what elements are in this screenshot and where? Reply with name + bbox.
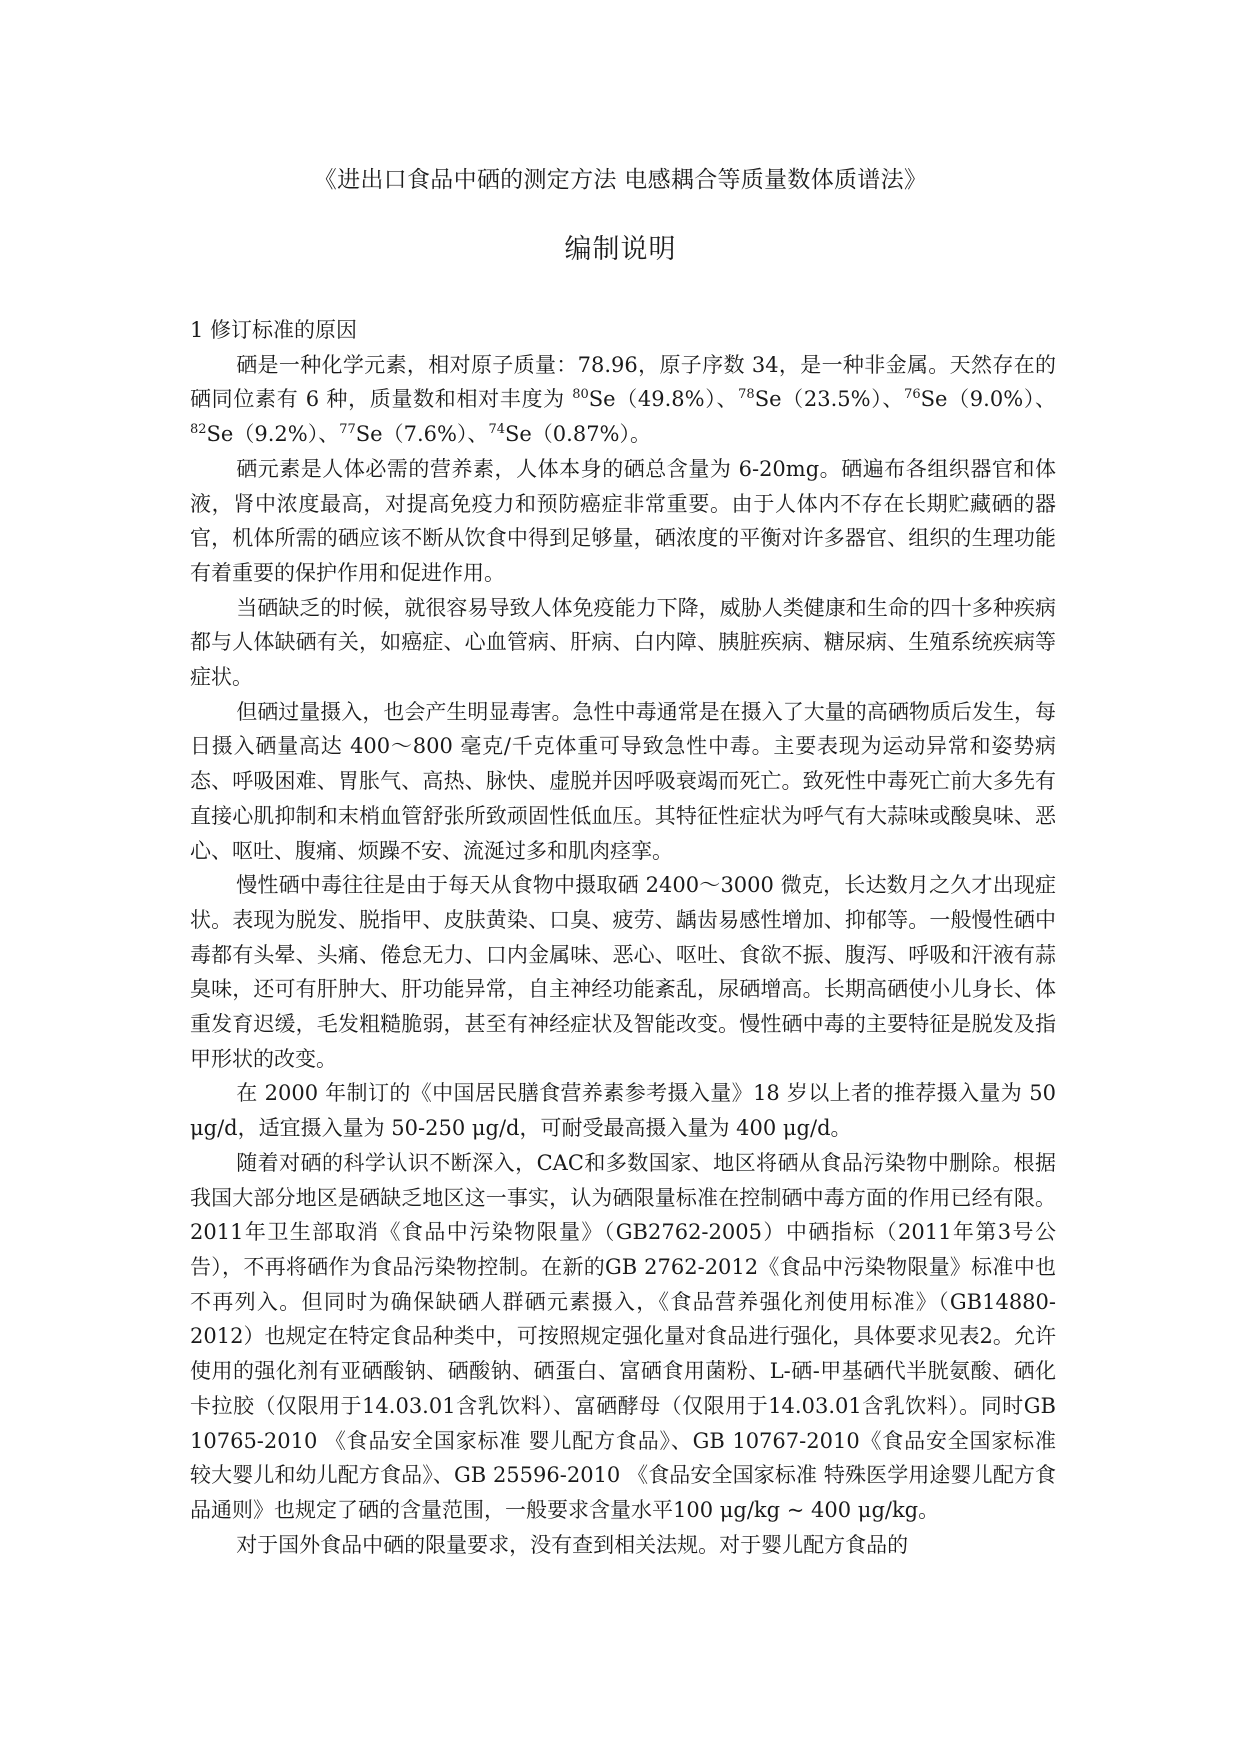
paragraph-foreign-limits: 对于国外食品中硒的限量要求，没有查到相关法规。对于婴儿配方食品的	[236, 1532, 909, 1557]
isotope-mass-number: 74	[488, 422, 505, 438]
document-body	[190, 313, 1056, 1562]
paragraph-chronic-poisoning: 慢性硒中毒往往是由于每天从食物中摄取硒 2400～3000 微克，长达数月之久才出现症状。表现为脱发、脱指甲、皮肤黄染、口臭、疲劳、龋齿易感性增加、抑郁等。一般慢性硒中毒都有头晕、头痛、倦怠无力、口内金属味、恶心、呕吐、食欲不振、腹泻、呼吸和汗液有蒜臭味，还可有肝肿大、肝功能异常，自主神经功能紊乱，尿硒增高。长期高硒使小儿身长、体重发育迟缓，毛发粗糙脆弱，甚至有神经症状及智能改变。慢性硒中毒的主要特征是脱发及指甲形状的改变。	[190, 873, 1056, 1071]
paragraph-text: Se（9.0%）、	[920, 387, 1057, 412]
document-title: 《进出口食品中硒的测定方法 电感耦合等质量数体质谱法》	[313, 167, 928, 193]
paragraph-text: 硒是一种化学元素，相对原子质量：78.96，原子序数 34，是一种非金属。天然存在的硒同位素有 6 种，质量数和相对丰度为	[190, 352, 1056, 412]
paragraph-selenium-definition	[190, 348, 1056, 452]
paragraph-regulations: 随着对硒的科学认识不断深入，CAC和多数国家、地区将硒从食品污染物中删除。根据我国大部分地区是硒缺乏地区这一事实，认为硒限量标准在控制硒中毒方面的作用已经有限。2011年卫生部取消《食品中污染物限量》（GB2762-2005）中硒指标（2011年第3号公告），不再将硒作为食品污染物控制。在新的GB 2762-2012《食品中污染物限量》标准中也不再列入。但同时为确保缺硒人群硒元素摄入，《食品营养强化剂使用标准》（GB14880-2012）也规定在特定食品种类中，可按照规定强化量对食品进行强化，具体要求见表2。允许使用的强化剂有亚硒酸钠、硒酸钠、硒蛋白、富硒食用菌粉、L-硒-甲基硒代半胱氨酸、硒化卡拉胶（仅限用于14.03.01含乳饮料）、富硒酵母（仅限用于14.03.01含乳饮料）。同时GB 10765-2010 《食品安全国家标准 婴儿配方食品》、GB 10767-2010《食品安全国家标准 较大婴儿和幼儿配方食品》、GB 25596-2010 《食品安全国家标准 特殊医学用途婴儿配方食品通则》也规定了硒的含量范围，一般要求含量水平100 μg/kg ~ 400 μg/kg。	[190, 1150, 1056, 1522]
isotope-mass-number: 77	[339, 422, 356, 438]
isotope-mass-number: 80	[572, 387, 589, 403]
paragraph-text: Se（0.87%）。	[504, 422, 652, 447]
paragraph-nutrient: 硒元素是人体必需的营养素，人体本身的硒总含量为 6-20mg。硒遍布各组织器官和体液，肾中浓度最高，对提高免疫力和预防癌症非常重要。由于人体内不存在长期贮藏硒的器官，机体所需的硒应该不断从饮食中得到足够量，硒浓度的平衡对许多器官、组织的生理功能有着重要的保护作用和促进作用。	[190, 456, 1056, 585]
paragraph-text: Se（23.5%）、	[754, 387, 905, 412]
paragraph-text: Se（49.8%）、	[588, 387, 739, 412]
isotope-mass-number: 82	[190, 422, 207, 438]
paragraph-intake-reference: 在 2000 年制订的《中国居民膳食营养素参考摄入量》18 岁以上者的推荐摄入量为 50 μg/d，适宜摄入量为 50-250 μg/d，可耐受最高摄入量为 400 μg/d。	[190, 1081, 1056, 1141]
document-subtitle: 编制说明	[564, 234, 677, 265]
section-heading: 1 修订标准的原因	[190, 318, 358, 342]
paragraph-deficiency: 当硒缺乏的时候，就很容易导致人体免疫能力下降，威胁人类健康和生命的四十多种疾病都与人体缺硒有关，如癌症、心血管病、肝病、白内障、胰脏疾病、糖尿病、生殖系统疾病等症状。	[190, 595, 1056, 690]
paragraph-text: Se（7.6%）、	[355, 422, 489, 447]
paragraph-acute-poisoning: 但硒过量摄入，也会产生明显毒害。急性中毒通常是在摄入了大量的高硒物质后发生，每日摄入硒量高达 400～800 毫克/千克体重可导致急性中毒。主要表现为运动异常和姿势病态、呼吸困难、胃胀气、高热、脉快、虚脱并因呼吸衰竭而死亡。致死性中毒死亡前大多先有直接心肌抑制和末梢血管舒张所致顽固性低血压。其特征性症状为呼气有大蒜味或酸臭味、恶心、呕吐、腹痛、烦躁不安、流涎过多和肌肉痉挛。	[190, 699, 1056, 863]
isotope-mass-number: 76	[904, 387, 921, 403]
paragraph-text: Se（9.2%）、	[206, 422, 340, 447]
isotope-mass-number: 78	[738, 387, 755, 403]
